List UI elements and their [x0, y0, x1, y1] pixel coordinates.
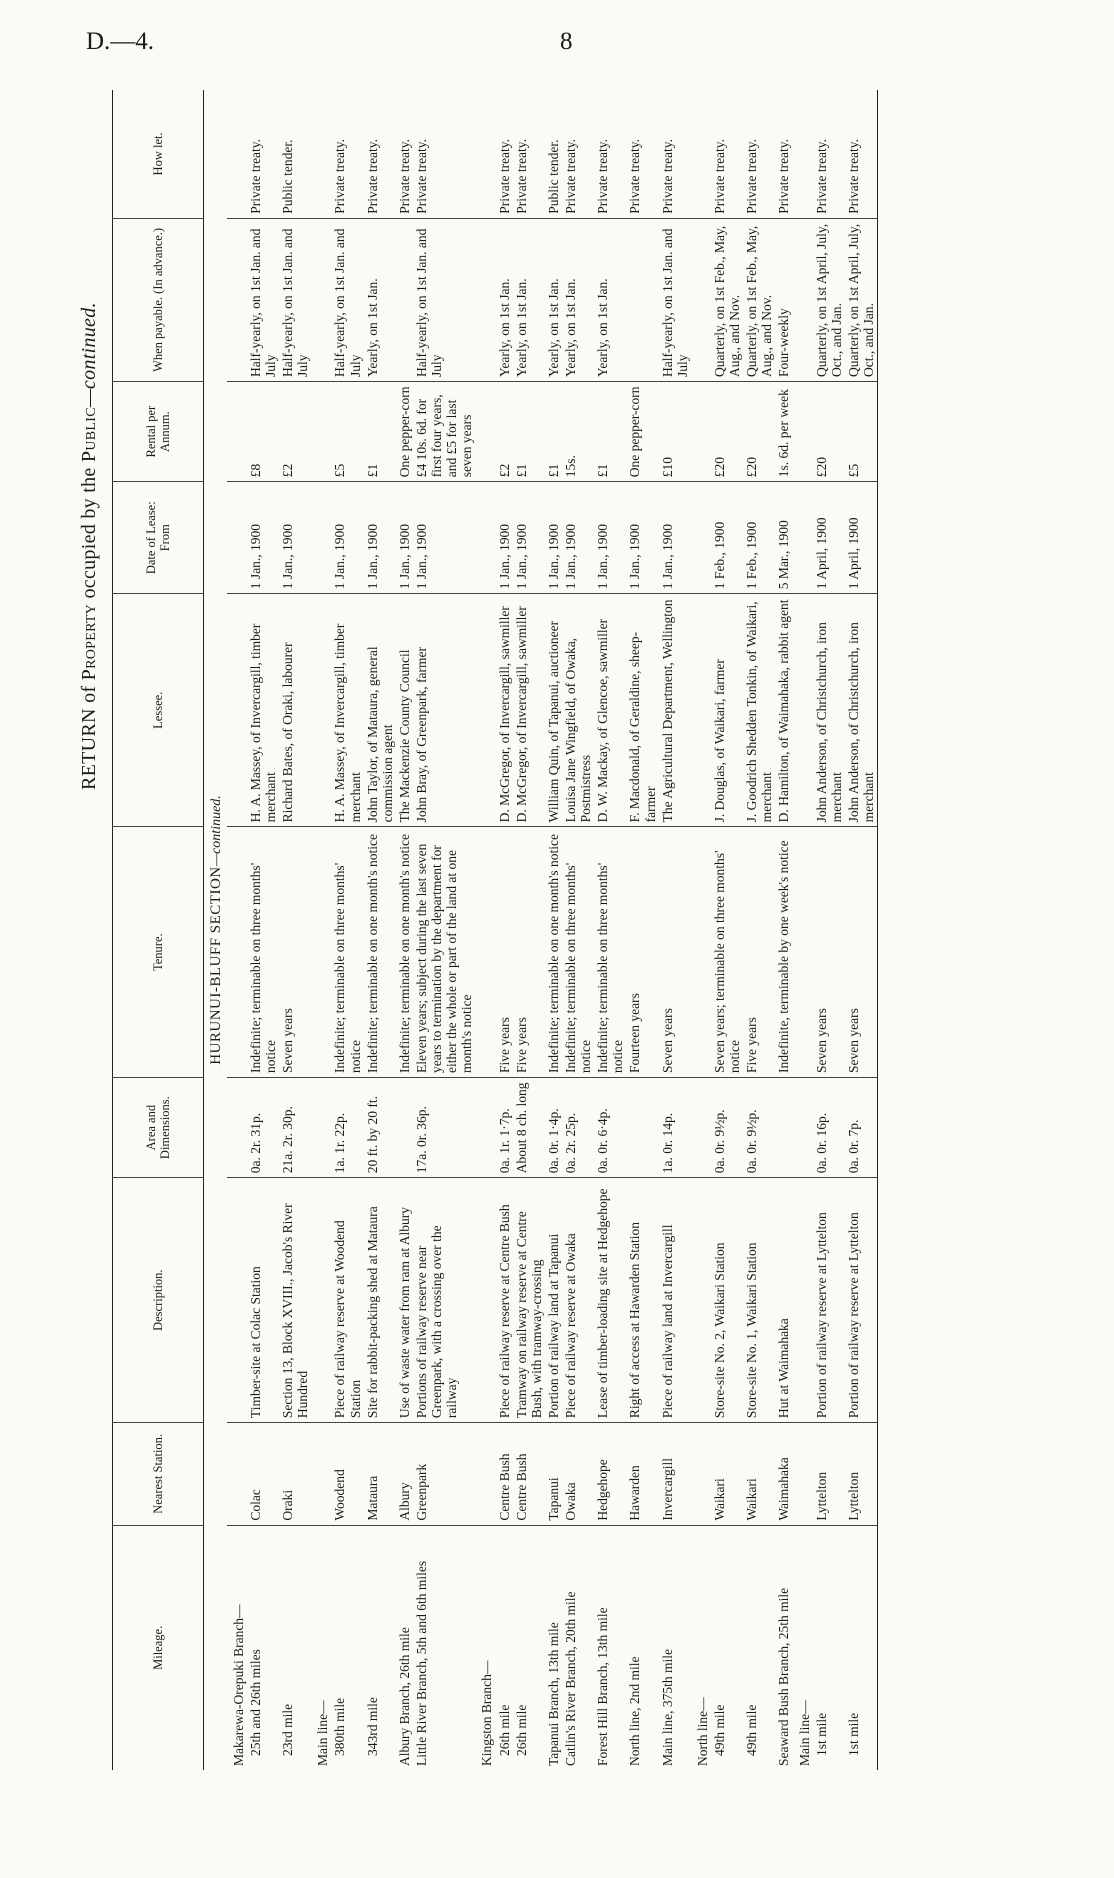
cell-mileage: 26th mile: [513, 1525, 545, 1770]
cell-how: Private treaty.: [364, 138, 380, 214]
cell-rental: £20: [711, 382, 743, 482]
group-heading-row: [311, 90, 331, 1770]
cell-how: Private treaty.: [396, 138, 412, 214]
cell-station: Centre Bush: [513, 1423, 545, 1526]
cell-tenure: Indefinite; terminable on one month's notice: [545, 827, 562, 1078]
cell-area: [396, 1078, 413, 1178]
cell-mileage: 25th and 26th miles: [247, 1525, 279, 1770]
cell-date: 1 Jan., 1900: [279, 482, 311, 594]
cell-description: Tramway on railway reserve at Centre Bush, with tramway-crossing: [513, 1178, 545, 1423]
cell-area: 21a. 2r. 30p.: [279, 1078, 311, 1178]
cell-tenure: Seven years: [845, 827, 878, 1078]
cell-rental: 15s.: [562, 382, 594, 482]
group-heading-row: [227, 90, 247, 1770]
cell-lessee: J. Goodrich Shedden Tonkin, of Waikari, merchant: [743, 594, 775, 827]
cell-date: 1 Jan., 1900: [513, 482, 545, 594]
cell-lessee: D. McGregor, of Invercargill, sawmiller: [513, 594, 545, 827]
cell-date: 1 Jan., 1900: [331, 482, 363, 594]
cell-date: 1 Jan., 1900: [545, 482, 562, 594]
cell-rental: £2: [279, 382, 311, 482]
cell-rental: £1: [364, 382, 396, 482]
cell-how: Private treaty.: [776, 138, 792, 214]
cell-description: Hut at Waimahaka: [775, 1178, 792, 1423]
cell-station: Waikari: [743, 1423, 775, 1526]
cell-area: 0a. 1r. 1·7p.: [496, 1078, 513, 1178]
cell-mileage: 380th mile: [331, 1525, 363, 1770]
cell-station: Waikari: [711, 1423, 743, 1526]
cell-area: 0a. 0r. 7p.: [845, 1078, 878, 1178]
cell-tenure: Indefinite; terminable on three months' notice: [594, 827, 626, 1078]
cell-station: Centre Bush: [496, 1423, 513, 1526]
cell-when: Yearly, on 1st Jan.: [513, 218, 545, 381]
cell-lessee: D. Hamilton, of Waimahaka, rabbit agent: [775, 594, 792, 827]
section-heading: HURUNUI-BLUFF SECTION—continued.: [208, 795, 224, 1065]
cell-how: Private treaty.: [513, 138, 529, 214]
table-row: [513, 90, 545, 1770]
cell-lessee: D. W. Mackay, of Glencoe, sawmiller: [594, 594, 626, 827]
cell-station: Invercargill: [659, 1423, 691, 1526]
cell-date: 5 Mar., 1900: [775, 482, 792, 594]
cell-description: Portion of railway reserve at Lyttelton: [813, 1178, 845, 1423]
cell-lessee: John Anderson, of Christchurch, iron merchant: [813, 594, 845, 827]
cell-when: Half-yearly, on 1st Jan. and July: [331, 218, 363, 381]
cell-mileage: 49th mile: [743, 1525, 775, 1770]
cell-how: Private treaty.: [332, 138, 348, 214]
cell-tenure: Five years: [496, 827, 513, 1078]
cell-rental: £2: [496, 382, 513, 482]
table-row: [545, 90, 562, 1770]
cell-rental: £1: [545, 382, 562, 482]
cell-date: 1 Jan., 1900: [247, 482, 279, 594]
group-heading-row: [793, 90, 813, 1770]
cell-tenure: Indefinite; terminable on three months' notice: [247, 827, 279, 1078]
cell-when: Half-yearly, on 1st Jan. and July: [659, 218, 691, 381]
table-row: [813, 90, 845, 1770]
table-row: [331, 90, 363, 1770]
group-heading: Main line—: [311, 1525, 331, 1770]
cell-rental: One pepper-corn: [626, 382, 658, 482]
column-header: Rental per Annum.: [113, 382, 204, 482]
cell-date: 1 Jan., 1900: [562, 482, 594, 594]
cell-description: Piece of railway reserve at Centre Bush: [496, 1178, 513, 1423]
cell-tenure: Indefinite, terminable by one week's notice: [775, 827, 792, 1078]
cell-description: Store-site No. 1, Waikari Station: [743, 1178, 775, 1423]
cell-when: Quarterly, on 1st Feb., May, Aug., and Nov.: [711, 218, 743, 381]
cell-mileage: 1st mile: [813, 1525, 845, 1770]
cell-how: Private treaty.: [711, 138, 727, 214]
cell-how: Private treaty.: [562, 138, 578, 214]
table-row: [626, 90, 658, 1770]
cell-station: Waimahaka: [775, 1423, 792, 1526]
cell-station: Owaka: [562, 1423, 594, 1526]
cell-date: 1 Jan., 1900: [626, 482, 658, 594]
cell-tenure: Indefinite; terminable on one month's notice: [364, 827, 396, 1078]
cell-lessee: John Taylor, of Mataura, general commission agent: [364, 594, 396, 827]
cell-mileage: 49th mile: [711, 1525, 743, 1770]
cell-when: Half-yearly, on 1st Jan. and July: [247, 218, 279, 381]
cell-description: Piece of railway reserve at Owaka: [562, 1178, 594, 1423]
cell-how: Private treaty.: [247, 138, 263, 214]
cell-rental: £4 10s. 6d. for first four years, and £5 for last seven years: [413, 382, 475, 482]
cell-rental: £20: [743, 382, 775, 482]
page-title: RETURN of Property occupied by the Public—continued.: [78, 302, 100, 790]
cell-station: Greenpark: [413, 1423, 475, 1526]
cell-rental: 1s. 6d. per week: [775, 382, 792, 482]
cell-lessee: J. Douglas, of Waikari, farmer: [711, 594, 743, 827]
cell-how: Private treaty.: [496, 138, 512, 214]
cell-rental: £5: [845, 382, 878, 482]
cell-date: 1 Jan., 1900: [413, 482, 475, 594]
cell-description: Piece of railway reserve at Woodend Station: [331, 1178, 363, 1423]
table-row: [659, 90, 691, 1770]
cell-date: 1 April, 1900: [845, 482, 878, 594]
cell-area: 0a. 0r. 9½p.: [711, 1078, 743, 1178]
page-number: 8: [560, 28, 573, 55]
cell-when: Quarterly, on 1st April, July, Oct., and Jan.: [845, 218, 878, 381]
column-header: How let.: [113, 90, 204, 218]
cell-area: [626, 1078, 658, 1178]
cell-date: 1 April, 1900: [813, 482, 845, 594]
cell-when: Quarterly, on 1st April, July, Oct., and Jan.: [813, 218, 845, 381]
cell-rental: £8: [247, 382, 279, 482]
cell-when: Yearly, on 1st Jan.: [562, 218, 594, 381]
cell-date: 1 Jan., 1900: [396, 482, 413, 594]
table-row: [396, 90, 413, 1770]
cell-lessee: John Bray, of Greenpark, farmer: [413, 594, 475, 827]
cell-rental: £20: [813, 382, 845, 482]
table-row: [247, 90, 279, 1770]
cell-area: 0a. 2r. 25p.: [562, 1078, 594, 1178]
cell-mileage: Little River Branch, 5th and 6th miles: [413, 1525, 475, 1770]
group-heading: North line—: [691, 1525, 711, 1770]
cell-when: Yearly, on 1st Jan.: [496, 218, 513, 381]
column-header: When payable. (In advance.): [113, 218, 204, 381]
cell-station: Tapanui: [545, 1423, 562, 1526]
cell-lessee: The Mackenzie County Council: [396, 594, 413, 827]
cell-area: 0a. 0r. 1·4p.: [545, 1078, 562, 1178]
cell-lessee: F. Macdonald, of Geraldine, sheep-farmer: [626, 594, 658, 827]
cell-lessee: H. A. Massey, of Invercargill, timber merchant: [331, 594, 363, 827]
cell-date: 1 Jan., 1900: [594, 482, 626, 594]
cell-date: 1 Feb., 1900: [743, 482, 775, 594]
cell-tenure: Seven years: [813, 827, 845, 1078]
cell-mileage: 23rd mile: [279, 1525, 311, 1770]
cell-description: Piece of railway land at Invercargill: [659, 1178, 691, 1423]
cell-how: Private treaty.: [813, 138, 829, 214]
group-heading: Makarewa-Orepuki Branch—: [227, 1525, 247, 1770]
cell-description: Portions of railway reserve near Greenpark, with a crossing over the railway: [413, 1178, 475, 1423]
column-header: Mileage.: [113, 1525, 204, 1770]
document-reference: D.—4.: [86, 28, 155, 55]
return-table-container: [112, 90, 1012, 1770]
cell-lessee: Richard Bates, of Oraki, labourer: [279, 594, 311, 827]
cell-area: 0a. 0r. 16p.: [813, 1078, 845, 1178]
group-heading-row: [475, 90, 495, 1770]
cell-date: 1 Feb., 1900: [711, 482, 743, 594]
cell-station: Mataura: [364, 1423, 396, 1526]
cell-when: Yearly, on 1st Jan.: [594, 218, 626, 381]
cell-lessee: The Agricultural Department, Wellington: [659, 594, 691, 827]
group-heading: Kingston Branch—: [475, 1525, 495, 1770]
cell-how: Private treaty.: [659, 138, 675, 214]
cell-mileage: 26th mile: [496, 1525, 513, 1770]
cell-area: About 8 ch. long: [513, 1078, 545, 1178]
cell-rental: £1: [594, 382, 626, 482]
table-row: [562, 90, 594, 1770]
cell-mileage: Seaward Bush Branch, 25th mile: [775, 1525, 792, 1770]
cell-description: Right of access at Hawarden Station: [626, 1178, 658, 1423]
table-row: [711, 90, 743, 1770]
cell-area: 17a. 0r. 36p.: [413, 1078, 475, 1178]
cell-area: 20 ft. by 20 ft.: [364, 1078, 396, 1178]
cell-tenure: Seven years: [279, 827, 311, 1078]
cell-when: Yearly, on 1st Jan.: [545, 218, 562, 381]
cell-mileage: 1st mile: [845, 1525, 878, 1770]
table-row: [413, 90, 475, 1770]
cell-station: Hedgehope: [594, 1423, 626, 1526]
cell-area: 1a. 1r. 22p.: [331, 1078, 363, 1178]
cell-area: [775, 1078, 792, 1178]
cell-when: [626, 218, 658, 381]
column-header: Area and Dimensions.: [113, 1078, 204, 1178]
cell-when: [396, 218, 413, 381]
cell-area: 0a. 0r. 9½p.: [743, 1078, 775, 1178]
cell-description: Portion of railway land at Tapanui: [545, 1178, 562, 1423]
cell-when: Quarterly, on 1st Feb., May, Aug., and Nov.: [743, 218, 775, 381]
table-header-row: [113, 90, 204, 1770]
cell-station: Lyttelton: [813, 1423, 845, 1526]
cell-area: 0a. 2r. 31p.: [247, 1078, 279, 1178]
cell-description: Use of waste water from ram at Albury: [396, 1178, 413, 1423]
cell-rental: One pepper-corn: [396, 382, 413, 482]
group-heading: Main line—: [793, 1525, 813, 1770]
cell-date: 1 Jan., 1900: [364, 482, 396, 594]
cell-how: Private treaty.: [744, 138, 760, 214]
cell-how: Private treaty.: [414, 138, 429, 214]
table-row: [775, 90, 792, 1770]
table-row: [743, 90, 775, 1770]
cell-rental: £5: [331, 382, 363, 482]
cell-mileage: Tapanui Branch, 13th mile: [545, 1525, 562, 1770]
cell-date: 1 Jan., 1900: [496, 482, 513, 594]
cell-mileage: Albury Branch, 26th mile: [396, 1525, 413, 1770]
cell-tenure: Seven years; terminable on three months' notice: [711, 827, 743, 1078]
column-header: Lessee.: [113, 594, 204, 827]
cell-station: Woodend: [331, 1423, 363, 1526]
property-return-table: [112, 90, 878, 1770]
cell-description: Timber-site at Colac Station: [247, 1178, 279, 1423]
cell-tenure: Five years: [513, 827, 545, 1078]
table-row: [594, 90, 626, 1770]
cell-how: Public tender.: [545, 139, 561, 214]
cell-how: Public tender.: [280, 139, 296, 214]
column-header: Date of Lease: From: [113, 482, 204, 594]
cell-mileage: Forest Hill Branch, 13th mile: [594, 1525, 626, 1770]
cell-tenure: Indefinite; terminable on one month's notice: [396, 827, 413, 1078]
cell-tenure: Indefinite; terminable on three months' notice: [331, 827, 363, 1078]
cell-how: Private treaty.: [845, 90, 878, 218]
cell-mileage: 343rd mile: [364, 1525, 396, 1770]
cell-when: Half-yearly, on 1st Jan. and July: [279, 218, 311, 381]
cell-station: Hawarden: [626, 1423, 658, 1526]
cell-lessee: D. McGregor, of Invercargill, sawmiller: [496, 594, 513, 827]
cell-when: Half-yearly, on 1st Jan. and July: [413, 218, 475, 381]
cell-description: Portion of railway reserve at Lyttelton: [845, 1178, 878, 1423]
column-header: Description.: [113, 1178, 204, 1423]
cell-tenure: Indefinite; terminable on three months' notice: [562, 827, 594, 1078]
cell-area: 0a. 0r. 6·4p.: [594, 1078, 626, 1178]
cell-date: 1 Jan., 1900: [659, 482, 691, 594]
cell-lessee: John Anderson, of Christchurch, iron merchant: [845, 594, 878, 827]
group-heading-row: [691, 90, 711, 1770]
cell-mileage: Catlin's River Branch, 20th mile: [562, 1525, 594, 1770]
cell-station: Albury: [396, 1423, 413, 1526]
cell-tenure: Seven years: [659, 827, 691, 1078]
cell-area: 1a. 0r. 14p.: [659, 1078, 691, 1178]
column-header: Tenure.: [113, 827, 204, 1078]
cell-lessee: Louisa Jane Wingfield, of Owaka, Postmistress: [562, 594, 594, 827]
cell-description: Store-site No. 2, Waikari Station: [711, 1178, 743, 1423]
section-heading-row: [204, 90, 227, 1770]
column-header: Nearest Station.: [113, 1423, 204, 1526]
cell-tenure: Fourteen years: [626, 827, 658, 1078]
cell-station: Colac: [247, 1423, 279, 1526]
cell-rental: £1: [513, 382, 545, 482]
cell-how: Private treaty.: [595, 138, 611, 214]
cell-station: Lyttelton: [845, 1423, 878, 1526]
cell-rental: £10: [659, 382, 691, 482]
cell-how: Private treaty.: [627, 138, 643, 214]
cell-when: Yearly, on 1st Jan.: [364, 218, 396, 381]
cell-mileage: North line, 2nd mile: [626, 1525, 658, 1770]
table-row: [496, 90, 513, 1770]
cell-description: Lease of timber-loading site at Hedgehope: [594, 1178, 626, 1423]
cell-when: Four-weekly: [775, 218, 792, 381]
cell-mileage: Main line, 375th mile: [659, 1525, 691, 1770]
cell-lessee: H. A. Massey, of Invercargill, timber merchant: [247, 594, 279, 827]
cell-tenure: Eleven years; subject during the last seven years to termination by the department for either the whole or part of the land at one month's notice: [413, 827, 475, 1078]
cell-description: Section 13, Block XVIII., Jacob's River Hundred: [279, 1178, 311, 1423]
table-row: [279, 90, 311, 1770]
cell-tenure: Five years: [743, 827, 775, 1078]
table-row: [845, 90, 878, 1770]
cell-lessee: William Quin, of Tapanui, auctioneer: [545, 594, 562, 827]
cell-description: Site for rabbit-packing shed at Mataura: [364, 1178, 396, 1423]
cell-station: Oraki: [279, 1423, 311, 1526]
table-row: [364, 90, 396, 1770]
